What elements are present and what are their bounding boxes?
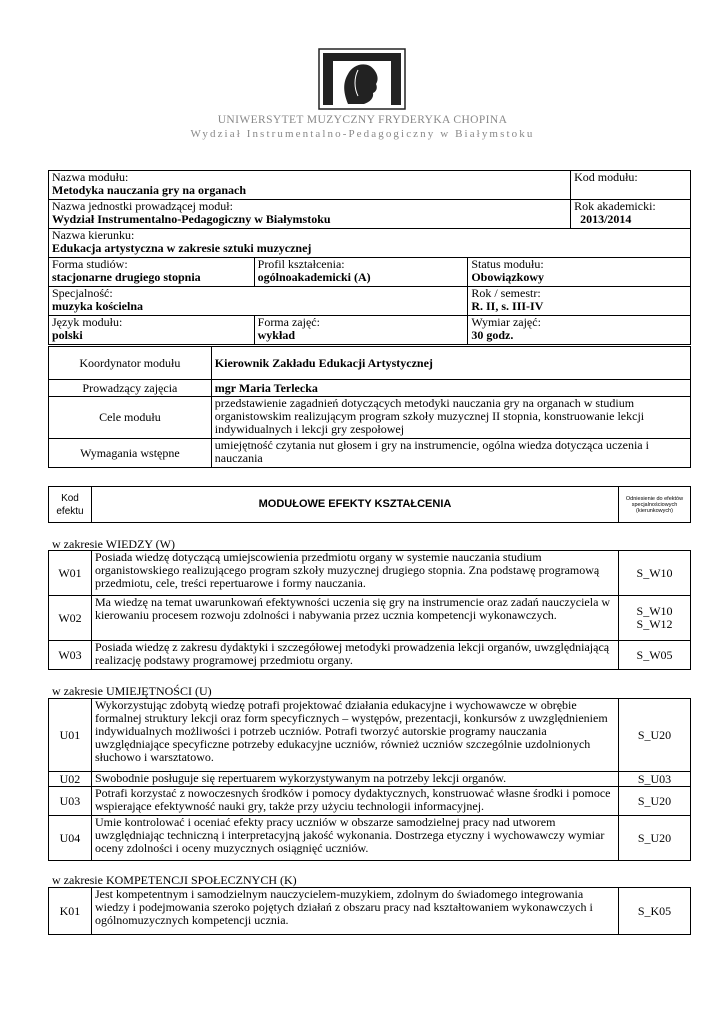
social-section-title: w zakresie KOMPETENCJI SPOŁECZNYCH (K) xyxy=(52,873,297,887)
goals-label: Cele modułu xyxy=(49,397,212,439)
requirements-label: Wymagania wstępne xyxy=(49,439,212,468)
profile-label: Profil kształcenia: xyxy=(257,257,345,271)
effect-text: Posiada wiedzę z zakresu dydaktyki i szczegółowej metodyki prowadzenia lekcji organów, uwzględniającą realizację podstawy programowej przedmiotu organy. xyxy=(91,641,618,670)
effect-reference: S_K05 xyxy=(619,888,691,935)
knowledge-section-title: w zakresie WIEDZY (W) xyxy=(52,537,175,551)
module-code-label: Kod modułu: xyxy=(574,170,638,184)
effect-code: U01 xyxy=(49,699,92,772)
effect-text: Umie kontrolować i oceniać efekty pracy uczniów w obszarze samodzielnej pracy nad utworem uwzględniając techniczną i interpretacyjną jakość wykonania. Dostrzega etyczny i wychowawczy wymiar oceny zdolności i oceny muzycznych osiągnięć uczniów. xyxy=(91,816,618,861)
effect-reference-header: Odniesienie do efektów specjalnościowych (kierunkowych) xyxy=(619,487,691,523)
effect-code: U02 xyxy=(49,772,92,787)
university-name: UNIWERSYTET MUZYCZNY FRYDERYKA CHOPINA xyxy=(217,114,508,126)
specialty: muzyka kościelna xyxy=(52,299,144,313)
effects-title: MODUŁOWE EFEKTY KSZTAŁCENIA xyxy=(91,487,618,523)
academic-year-label: Rok akademicki: xyxy=(574,199,656,213)
effect-code: W03 xyxy=(49,641,92,670)
university-logo xyxy=(318,48,406,110)
table-row xyxy=(49,888,691,935)
faculty-name: Wydział Instrumentalno-Pedagogiczny w Białymstoku xyxy=(190,128,535,140)
effect-text: Posiada wiedzę dotyczącą umiejscowienia przedmiotu organy w systemie nauczania studium organistowskiego realizującego program szkoły muzycznej drugiego stopnia. Zna podstawę programową przedmiotu, cele, treści repertuarowe i formy nauczania. xyxy=(91,551,618,596)
table-row xyxy=(49,816,691,861)
teacher: mgr Maria Terlecka xyxy=(211,380,690,397)
effect-code: U04 xyxy=(49,816,92,861)
module-name: Metodyka nauczania gry na organach xyxy=(52,183,247,197)
effect-code: W01 xyxy=(49,551,92,596)
unit-name: Wydział Instrumentalno-Pedagogiczny w Białymstoku xyxy=(52,212,331,226)
study-form: stacjonarne drugiego stopnia xyxy=(52,270,201,284)
term-label: Rok / semestr: xyxy=(471,286,541,300)
module-name-label: Nazwa modułu: xyxy=(52,170,129,184)
unit-label: Nazwa jednostki prowadzącej moduł: xyxy=(52,199,233,213)
table-row xyxy=(49,596,691,641)
effect-code: K01 xyxy=(49,888,92,935)
effect-reference: S_U20 xyxy=(619,787,691,816)
table-row xyxy=(49,787,691,816)
study-form-label: Forma studiów: xyxy=(52,257,128,271)
term: R. II, s. III-IV xyxy=(471,299,544,313)
profile: ogólnoakademicki (A) xyxy=(257,270,371,284)
coordinator-label: Koordynator modułu xyxy=(49,347,212,380)
effect-code: U03 xyxy=(49,787,92,816)
effects-header-table xyxy=(48,486,691,523)
skills-section-title: w zakresie UMIEJĘTNOŚCI (U) xyxy=(52,684,212,698)
language: polski xyxy=(52,328,83,342)
teacher-label: Prowadzący zajęcia xyxy=(49,380,212,397)
effect-text: Ma wiedzę na temat uwarunkowań efektywności uczenia się gry na instrumencie oraz zadań nauczyciela w kierowaniu procesem rozwoju zdolności i nabywania przez ucznia kompetencji wykonawczych. xyxy=(91,596,618,641)
class-form-label: Forma zajęć: xyxy=(257,315,320,329)
effect-text: Swobodnie posługuje się repertuarem wykorzystywanym na potrzeby lekcji organów. xyxy=(91,772,618,787)
effect-reference: S_W05 xyxy=(619,641,691,670)
effect-code-header: Kod efektu xyxy=(49,487,92,523)
language-label: Język modułu: xyxy=(52,315,123,329)
academic-year: 2013/2014 xyxy=(580,212,632,226)
table-row xyxy=(49,699,691,772)
status: Obowiązkowy xyxy=(471,270,545,284)
effect-reference: S_W10 S_W12 xyxy=(619,596,691,641)
module-info-table xyxy=(48,170,691,345)
effect-reference: S_W10 xyxy=(619,551,691,596)
coordinator: Kierownik Zakładu Edukacji Artystycznej xyxy=(211,347,690,380)
field-name: Edukacja artystyczna w zakresie sztuki muzycznej xyxy=(52,241,312,255)
effect-code: W02 xyxy=(49,596,92,641)
class-form: wykład xyxy=(257,328,295,342)
effect-reference: S_U20 xyxy=(619,699,691,772)
table-row xyxy=(49,641,691,670)
skills-table xyxy=(48,698,691,861)
status-label: Status modułu: xyxy=(471,257,544,271)
social-table xyxy=(48,887,691,935)
specialty-label: Specjalność: xyxy=(52,286,113,300)
hours: 30 godz. xyxy=(471,328,514,342)
module-details-table xyxy=(48,346,691,468)
hours-label: Wymiar zajęć: xyxy=(471,315,541,329)
effect-text: Potrafi korzystać z nowoczesnych środków i pomocy dydaktycznych, konstruować własne środki i pomoce wspierające efektywność nauki gry, także przy użyciu technologii informacyjnej. xyxy=(91,787,618,816)
table-row xyxy=(49,772,691,787)
field-label: Nazwa kierunku: xyxy=(52,228,135,242)
effect-reference: S_U20 xyxy=(619,816,691,861)
effect-reference: S_U03 xyxy=(619,772,691,787)
requirements: umiejętność czytania nut głosem i gry na instrumencie, ogólna wiedza dotycząca uczenia i nauczania xyxy=(211,439,690,468)
table-row xyxy=(49,551,691,596)
effect-text: Jest kompetentnym i samodzielnym nauczycielem-muzykiem, zdolnym do świadomego integrowania wiedzy i podejmowania szeroko pojętych działań z obszaru pracy nad kształtowaniem wykonawczych i ogólnomuzycznych kompetencji ucznia. xyxy=(91,888,618,935)
knowledge-table xyxy=(48,550,691,670)
effect-text: Wykorzystując zdobytą wiedzę potrafi projektować działania edukacyjne i wychowawcze w obrębie formalnej struktury lekcji oraz form specyficznych – występów, prezentacji, konkursów z uwzględnieniem indywidualnych możliwości i potrzeb uczniów. Potrafi tworzyć autorskie programy nauczania uwzględniające specyficzne potrzeby edukacyjne uczniów, również uczniów szczególnie uzdolnionych słuchowo i warsztatowo. xyxy=(91,699,618,772)
goals: przedstawienie zagadnień dotyczących metodyki nauczania gry na organach w studium organistowskim realizującym program szkoły muzycznej II stopnia, konstruowanie lekcji indywidualnych i lekcji gry zespołowej xyxy=(211,397,690,439)
